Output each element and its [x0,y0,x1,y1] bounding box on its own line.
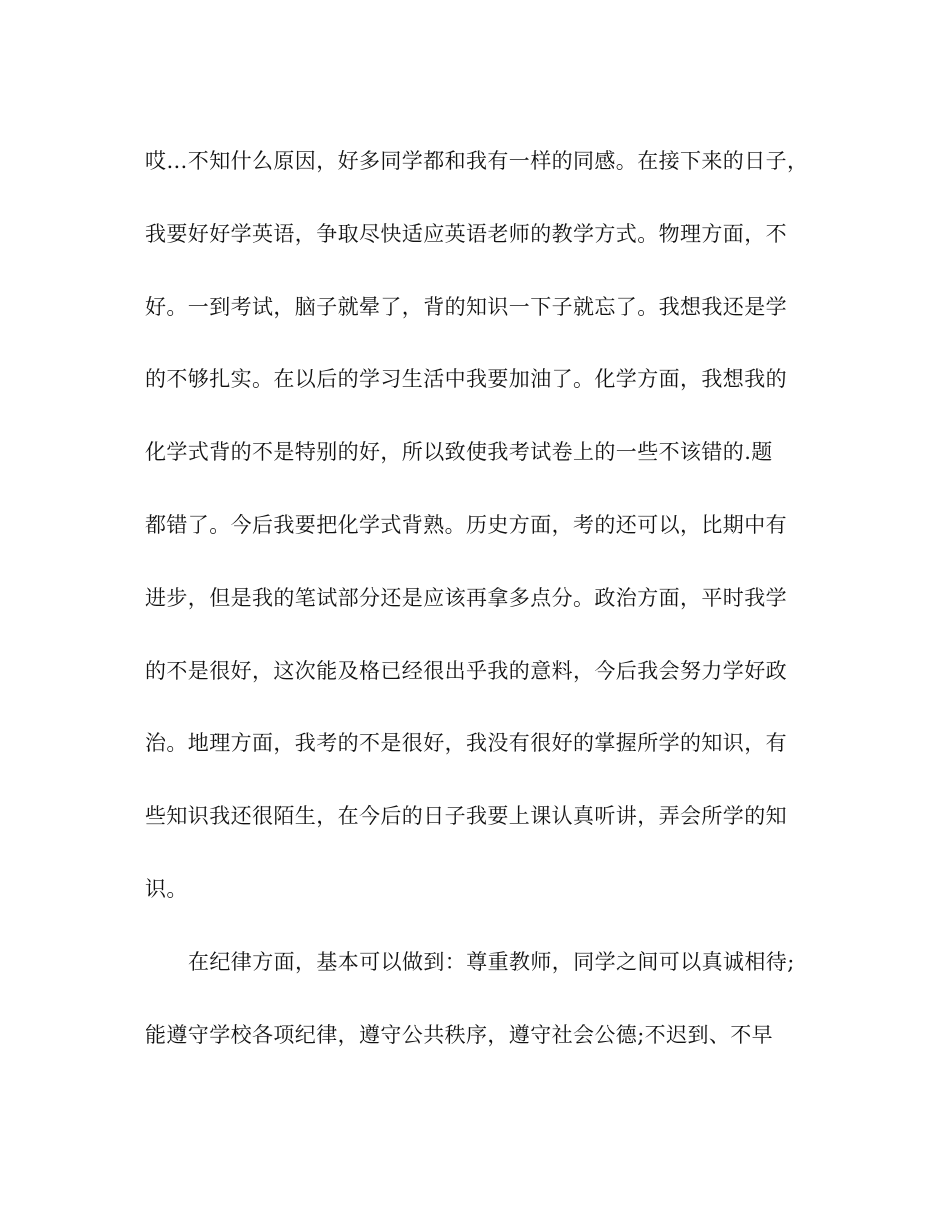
text-line: 识。 [145,876,188,901]
document-body [145,141,815,1087]
text-line: 都错了。今后我要把化学式背熟。历史方面，考的还可以，比期中有 [145,512,787,537]
text-line: 的不够扎实。在以后的学习生活中我要加油了。化学方面，我想我的 [145,367,787,392]
text-line: 进步，但是我的笔试部分还是应该再拿多点分。政治方面，平时我学 [145,585,787,610]
text-line: 的不是很好，这次能及格已经很出乎我的意料，今后我会努力学好政 [145,658,787,683]
text-line: 哎…不知什么原因，好多同学都和我有一样的同感。在接下来的日子， [145,149,809,173]
text-line: 化学式背的不是特别的好，所以致使我考试卷上的一些不该错的.题 [145,440,773,465]
text-line: 些知识我还很陌生，在今后的日子我要上课认真听讲，弄会所学的知 [145,804,787,829]
text-line: 能遵守学校各项纪律，遵守公共秩序，遵守社会公德;不迟到、不早 [145,1022,774,1047]
text-line: 我要好好学英语，争取尽快适应英语老师的教学方式。物理方面，不 [145,221,787,246]
text-line: 好。一到考试，脑子就晕了，背的知识一下子就忘了。我想我还是学 [145,294,787,319]
paragraph-first-line: 在纪律方面，基本可以做到：尊重教师，同学之间可以真诚相待; [188,949,795,974]
text-line: 治。地理方面，我考的不是很好，我没有很好的掌握所学的知识，有 [145,731,787,756]
